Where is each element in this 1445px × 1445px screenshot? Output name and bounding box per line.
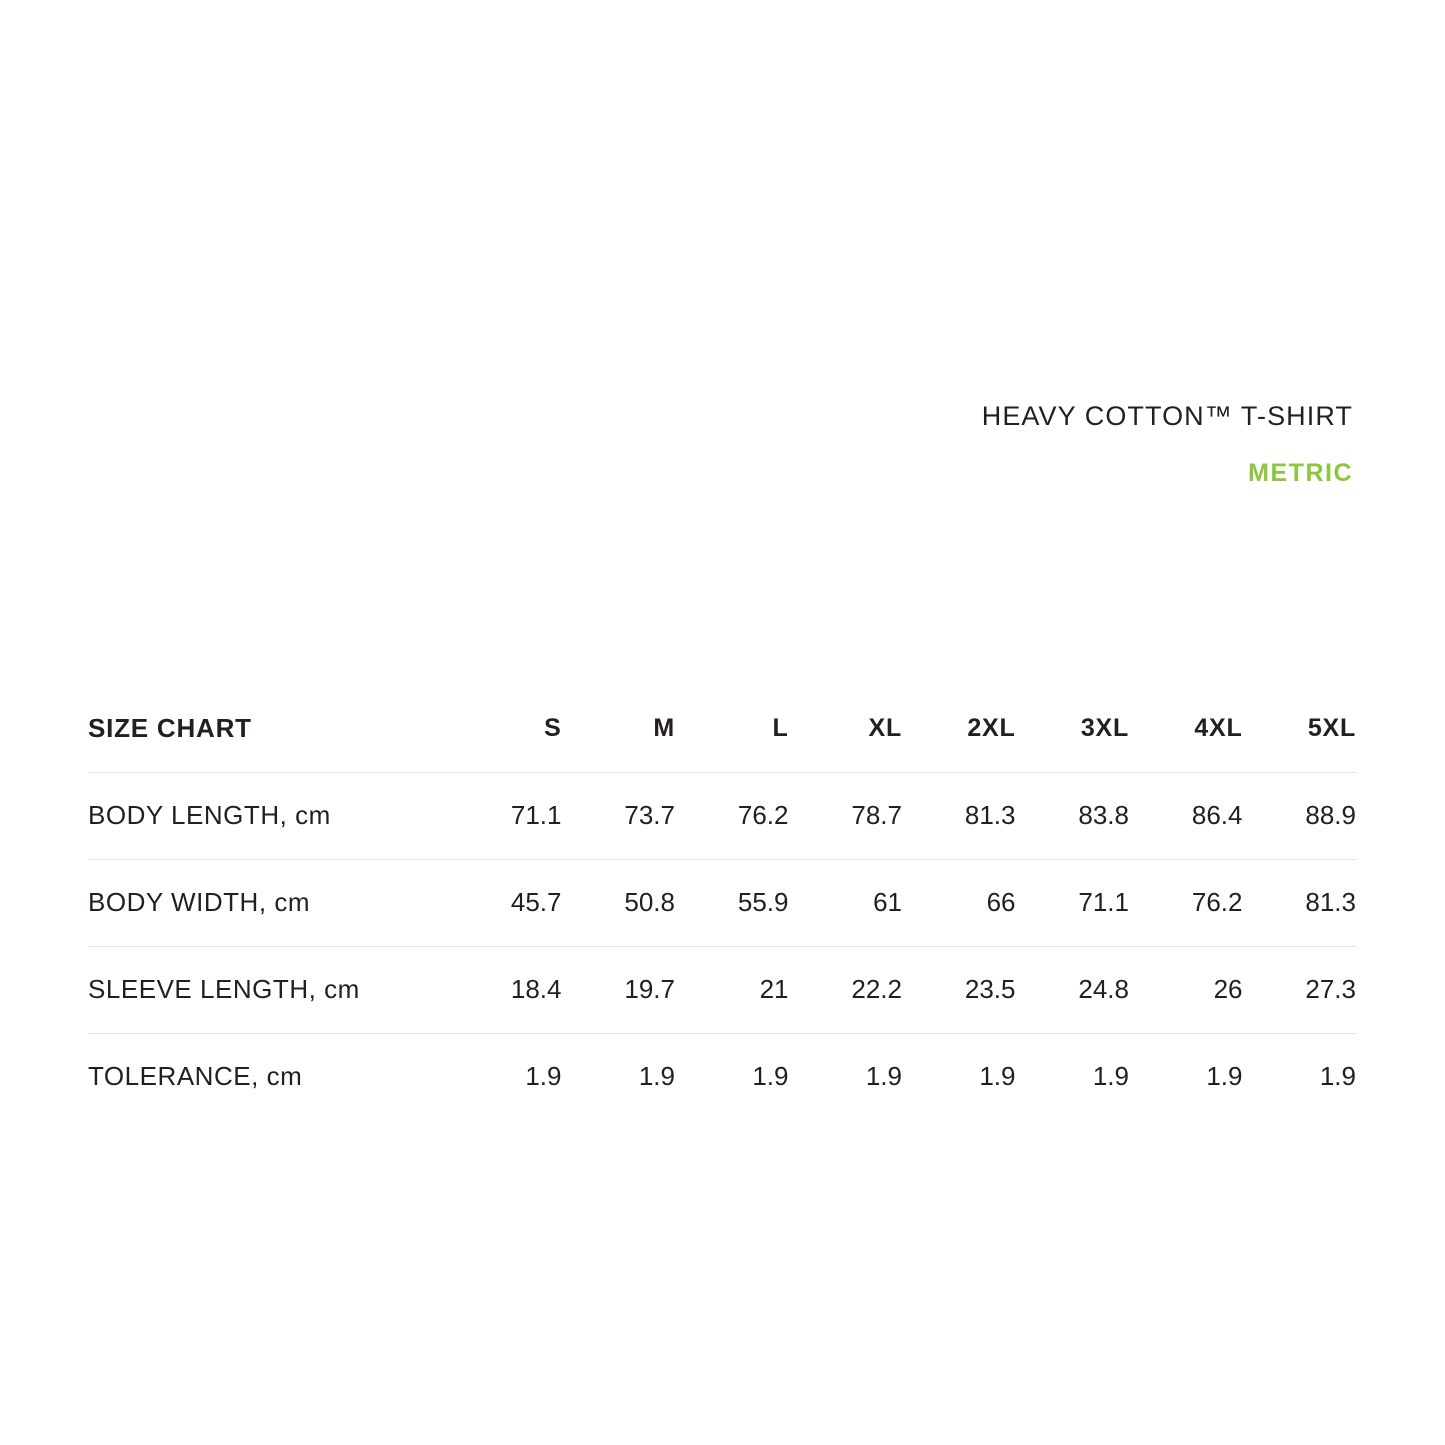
row-label-sleeve-length: SLEEVE LENGTH, cm <box>88 946 448 1033</box>
cell-tolerance-s: 1.9 <box>525 1061 562 1092</box>
column-header-4xl: 4XL <box>1129 686 1243 772</box>
cell-body-width-xl: 61 <box>789 859 903 946</box>
cell-body-length-5xl: 88.9 <box>1243 772 1357 859</box>
column-header-s: S <box>448 686 562 772</box>
cell-body-width-5xl: 81.3 <box>1243 859 1357 946</box>
column-header-xl: XL <box>789 686 903 772</box>
product-title: HEAVY COTTON™ T-SHIRT <box>981 401 1353 431</box>
cell-sleeve-length-3xl: 24.8 <box>1016 946 1130 1033</box>
cell-body-length-4xl: 86.4 <box>1129 772 1243 859</box>
table-row <box>88 946 1356 1033</box>
size-chart-title: SIZE CHART <box>88 686 448 772</box>
cell-body-width-2xl: 66 <box>902 859 1016 946</box>
cell-tolerance-3xl: 1.9 <box>1092 1061 1129 1092</box>
cell-tolerance-2xl: 1.9 <box>979 1061 1016 1092</box>
table-row <box>88 1033 1356 1120</box>
column-header-5xl: 5XL <box>1243 686 1357 772</box>
cell-body-width-s: 45.7 <box>448 859 562 946</box>
column-header-m: M <box>562 686 676 772</box>
size-chart-body <box>88 772 1356 1120</box>
table-row <box>88 859 1356 946</box>
cell-body-length-l: 76.2 <box>675 772 789 859</box>
size-chart-table-container <box>88 686 1356 1120</box>
cell-tolerance-xl: 1.9 <box>865 1061 902 1092</box>
cell-body-width-3xl: 71.1 <box>1016 859 1130 946</box>
cell-tolerance-l: 1.9 <box>752 1061 789 1092</box>
row-label-tolerance: TOLERANCE, cm <box>88 1061 303 1092</box>
cell-sleeve-length-xl: 22.2 <box>789 946 903 1033</box>
cell-sleeve-length-m: 19.7 <box>562 946 676 1033</box>
row-label-body-width: BODY WIDTH, cm <box>88 859 448 946</box>
cell-body-length-xl: 78.7 <box>789 772 903 859</box>
cell-sleeve-length-4xl: 26 <box>1129 946 1243 1033</box>
cell-sleeve-length-s: 18.4 <box>448 946 562 1033</box>
table-row <box>88 772 1356 859</box>
cell-tolerance-5xl: 1.9 <box>1319 1061 1356 1092</box>
column-header-2xl: 2XL <box>902 686 1016 772</box>
row-label-body-length: BODY LENGTH, cm <box>88 772 448 859</box>
cell-body-length-m: 73.7 <box>562 772 676 859</box>
size-chart-head <box>88 686 1356 772</box>
cell-sleeve-length-l: 21 <box>675 946 789 1033</box>
chart-header <box>982 400 1353 488</box>
cell-body-length-3xl: 83.8 <box>1016 772 1130 859</box>
cell-sleeve-length-5xl: 27.3 <box>1243 946 1357 1033</box>
cell-body-width-m: 50.8 <box>562 859 676 946</box>
cell-body-width-4xl: 76.2 <box>1129 859 1243 946</box>
size-chart-table <box>88 686 1356 1120</box>
column-header-3xl: 3XL <box>1016 686 1130 772</box>
table-header-row <box>88 686 1356 772</box>
unit-system-label: METRIC <box>1248 459 1353 488</box>
cell-body-width-l: 55.9 <box>675 859 789 946</box>
cell-tolerance-4xl: 1.9 <box>1206 1061 1243 1092</box>
cell-sleeve-length-2xl: 23.5 <box>902 946 1016 1033</box>
cell-tolerance-m: 1.9 <box>638 1061 675 1092</box>
cell-body-length-2xl: 81.3 <box>902 772 1016 859</box>
cell-body-length-s: 71.1 <box>448 772 562 859</box>
column-header-l: L <box>675 686 789 772</box>
